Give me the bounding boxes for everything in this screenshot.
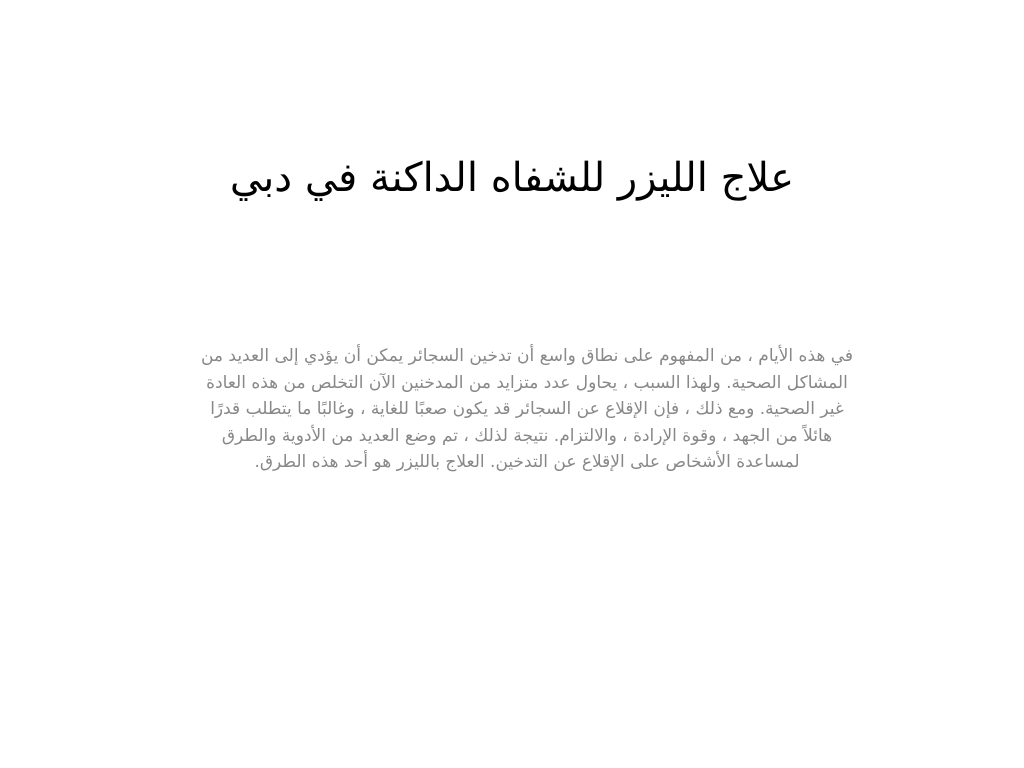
body-line: في هذه الأيام ، من المفهوم على نطاق واسع أن تدخين السجائر يمكن أن يؤدي إلى العديد من [200, 346, 854, 366]
body-line: غير الصحية. ومع ذلك ، فإن الإقلاع عن السجائر قد يكون صعبًا للغاية ، وغالبًا ما يتطلب قدرًا [210, 399, 844, 419]
slide-body-text [122, 343, 932, 476]
body-line: هائلاً من الجهد ، وقوة الإرادة ، والالتزام. نتيجة لذلك ، تم وضع العديد من الأدوية والطرق [221, 425, 833, 446]
slide-title: علاج الليزر للشفاه الداكنة في دبي [229, 155, 795, 201]
body-line: المشاكل الصحية. ولهذا السبب ، يحاول عدد متزايد من المدخنين الآن التخلص من هذه العادة [206, 372, 848, 393]
body-line: لمساعدة الأشخاص على الإقلاع عن التدخين. العلاج بالليزر هو أحد هذه الطرق. [254, 452, 800, 472]
